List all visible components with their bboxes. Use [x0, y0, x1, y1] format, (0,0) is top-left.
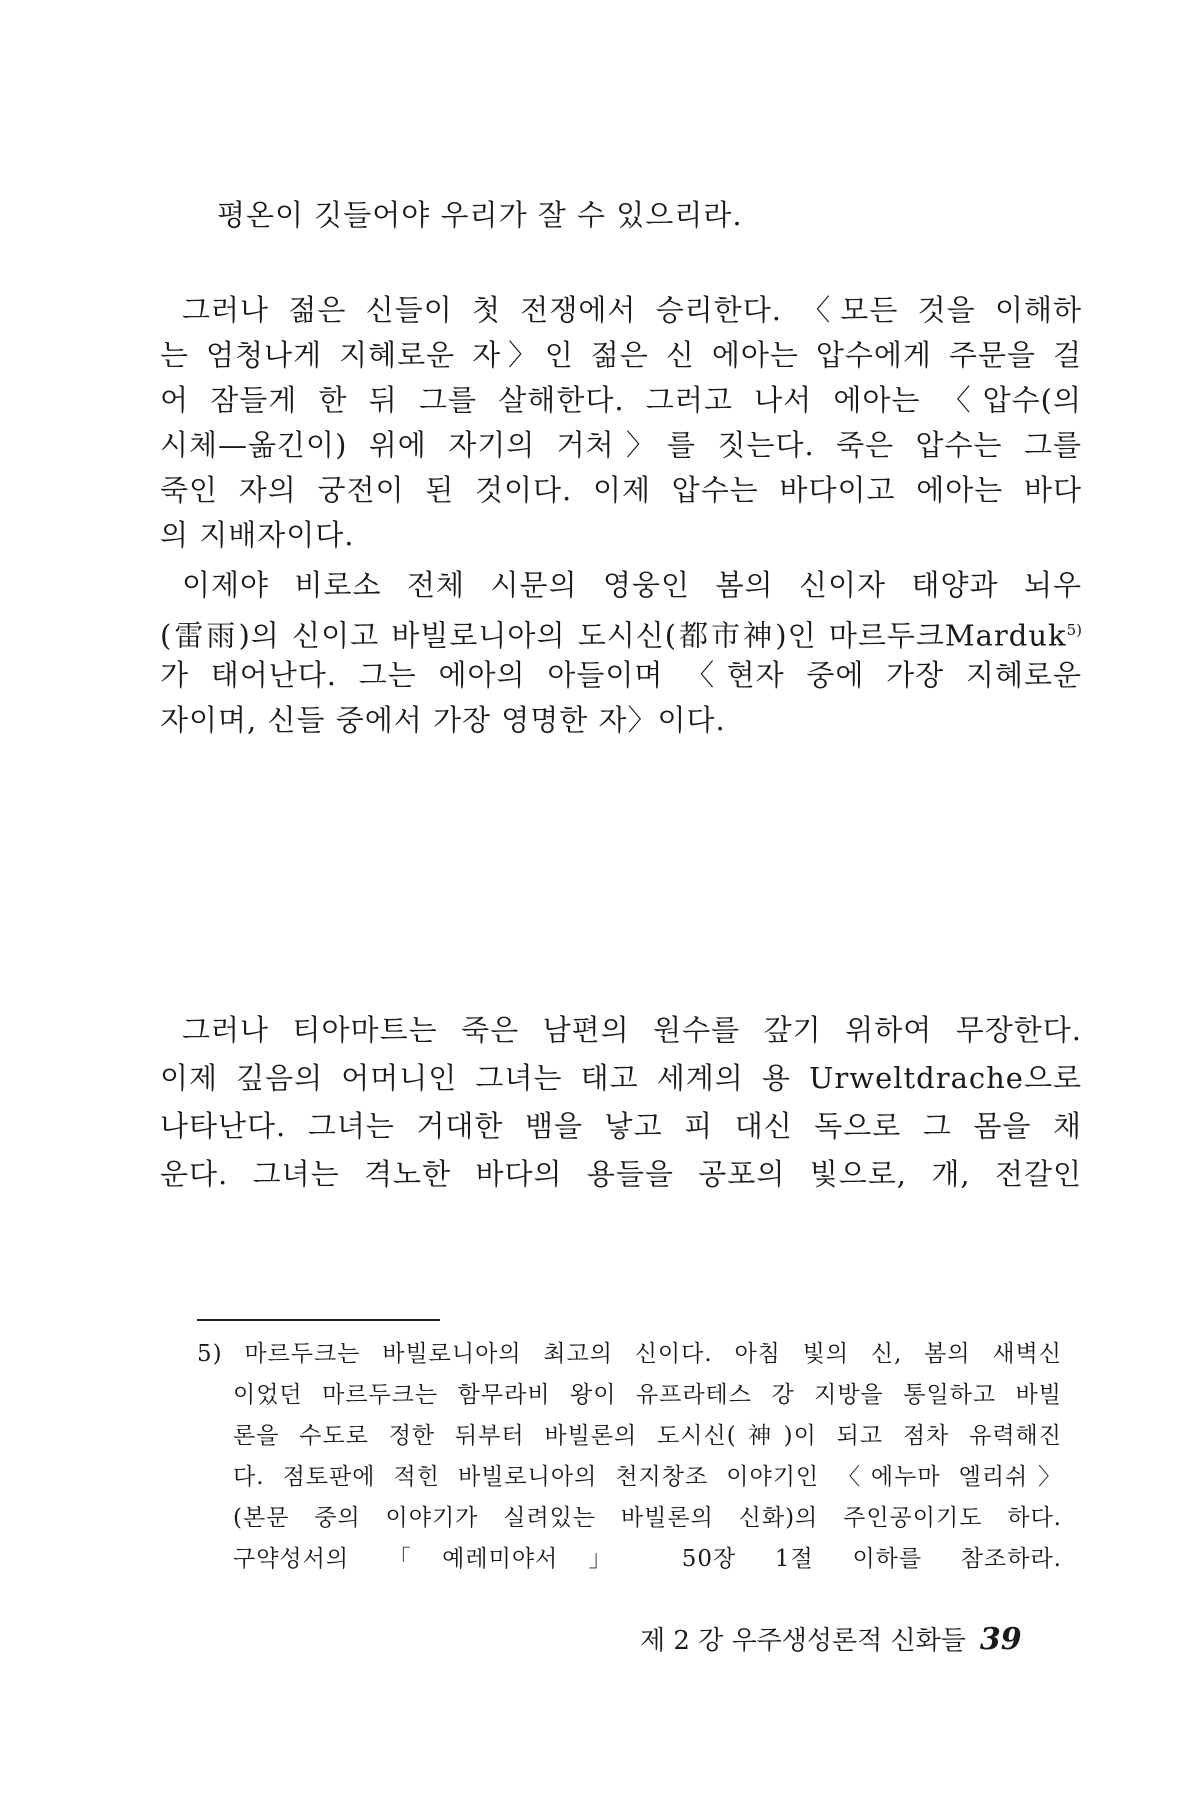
footnote-marker: 5) — [1066, 621, 1082, 639]
page-number: 39 — [979, 1622, 1022, 1657]
paragraph-line: 이제 깊음의 어머니인 그녀는 태고 세계의 용 Urweltdrache으로 — [160, 1061, 1082, 1095]
paragraph-text: (雷雨)의 신이고 바빌로니아의 도시신(都市神)인 마르두크Marduk — [160, 618, 1067, 653]
paragraph-line: 는 엄청나게 지혜로운 자〉인 젊은 신 에아는 압수에게 주문을 걸 — [160, 338, 1082, 372]
paragraph-line: 운다. 그녀는 격노한 바다의 용들을 공포의 빛으로, 개, 전갈인 — [160, 1157, 1082, 1191]
paragraph-line: 나타난다. 그녀는 거대한 뱀을 낳고 피 대신 독으로 그 몸을 채 — [160, 1109, 1082, 1143]
paragraph-line: 시체—옮긴이) 위에 자기의 거처〉를 짓는다. 죽은 압수는 그를 — [160, 428, 1082, 462]
paragraph-line: 의 지배자이다. — [160, 518, 355, 552]
footnote-line: 이었던 마르두크는 함무라비 왕이 유프라테스 강 지방을 통일하고 바빌 — [233, 1382, 1062, 1408]
paragraph-line: 가 태어난다. 그는 에아의 아들이며 〈현자 중에 가장 지혜로운 — [160, 658, 1082, 692]
running-footer — [640, 1620, 1200, 1657]
paragraph-line: 자이며, 신들 중에서 가장 영명한 자〉이다. — [160, 703, 726, 737]
verse-line-closing: 평온이 깃들어야 우리가 잘 수 있으리라. — [217, 198, 743, 232]
footnote-line: (본문 중의 이야기가 실려있는 바빌론의 신화)의 주인공이기도 하다. — [233, 1505, 1062, 1531]
footnote-line: 론을 수도로 정한 뒤부터 바빌론의 도시신(神)이 되고 점차 유력해진 — [233, 1423, 1062, 1449]
paragraph-line: 그러나 젊은 신들이 첫 전쟁에서 승리한다. 〈모든 것을 이해하 — [182, 293, 1082, 327]
paragraph-line: 그러나 티아마트는 죽은 남편의 원수를 갚기 위하여 무장한다. — [182, 1013, 1082, 1047]
footnote-line: 구약성서의 「예레미야서」 50장 1절 이하를 참조하라. — [233, 1546, 1062, 1572]
footnote-divider — [197, 1319, 440, 1321]
footnote-line: 다. 점토판에 적힌 바빌로니아의 천지창조 이야기인 〈에누마 엘리쉬〉 — [233, 1464, 1062, 1490]
paragraph-line: 이제야 비로소 전체 시문의 영웅인 봄의 신이자 태양과 뇌우 — [182, 568, 1082, 602]
paragraph-line — [160, 610, 1082, 656]
chapter-title: 제 2 강 우주생성론적 신화들 — [640, 1626, 966, 1656]
footnote-line: 5) 마르두크는 바빌로니아의 최고의 신이다. 아침 빛의 신, 봄의 새벽신 — [197, 1341, 1062, 1367]
paragraph-line: 어 잠들게 한 뒤 그를 살해한다. 그러고 나서 에아는 〈압수(의 — [160, 383, 1082, 417]
paragraph-line: 죽인 자의 궁전이 된 것이다. 이제 압수는 바다이고 에아는 바다 — [160, 473, 1082, 507]
